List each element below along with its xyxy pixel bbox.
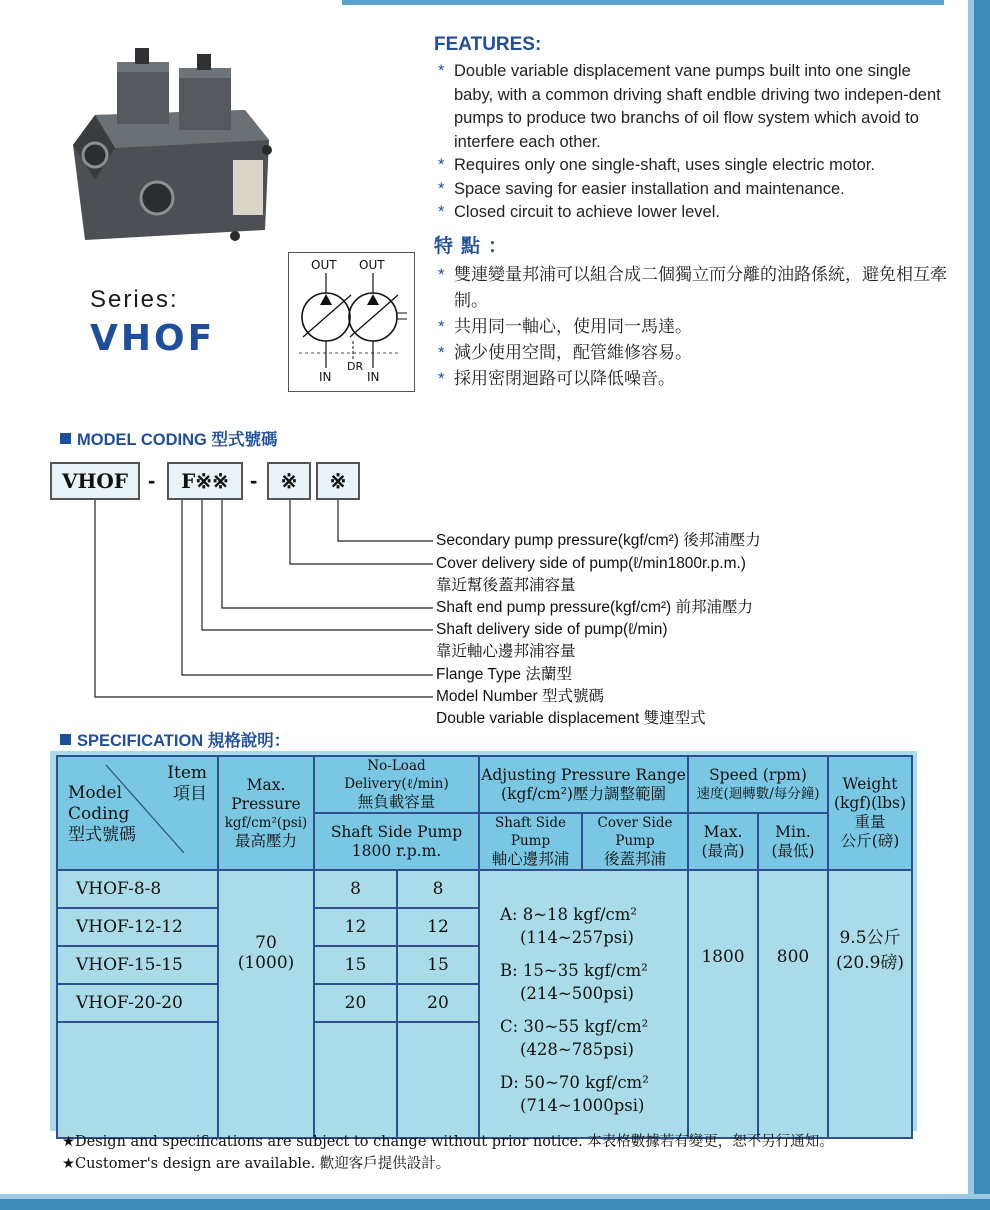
symbol-dr: DR — [347, 360, 364, 373]
table-row — [57, 870, 912, 908]
range-b: B: 15~35 kgf/cm² (214~500psi) — [500, 961, 648, 1003]
delivery-shaft-cell: 12 — [314, 908, 397, 946]
range-c: C: 30~55 kgf/cm² (428~785psi) — [500, 1017, 649, 1059]
delivery-cover-cell: 12 — [397, 908, 479, 946]
coding-desc-shaft-delivery-cn: 靠近軸心邊邦浦容量 — [436, 643, 576, 660]
speed-max-header: Max. (最高) — [688, 813, 758, 870]
code-box-cover: ※ — [316, 462, 360, 500]
speed-max-cell: 1800 — [688, 870, 758, 1138]
range-a: A: 8~18 kgf/cm² (114~257psi) — [500, 905, 638, 947]
hydraulic-symbol — [288, 252, 415, 392]
delivery-shaft-cell: 8 — [314, 870, 397, 908]
model-cell-empty — [57, 1022, 218, 1138]
symbol-out-1: OUT — [311, 258, 337, 272]
max-pressure-header: Max. Pressure kgf/cm²(psi) 最高壓力 — [218, 756, 314, 870]
coding-desc-flange: Flange Type 法蘭型 — [436, 666, 572, 683]
series-label: Series: — [90, 286, 179, 313]
coding-desc-shaft-pressure: Shaft end pump pressure(kgf/cm²) 前邦浦壓力 — [436, 599, 753, 616]
symbol-in-1: IN — [319, 370, 332, 384]
adj-cover-header: Cover Side Pump 後蓋邦浦 — [582, 813, 688, 870]
feature-cn-item: * 共用同一軸心，使用同一馬達。 — [438, 316, 692, 336]
range-d: D: 50~70 kgf/cm² (714~1000psi) — [500, 1073, 649, 1115]
weight-cell: 9.5公斤 (20.9磅) — [828, 870, 912, 1138]
item-header: Item — [167, 763, 207, 783]
series-name: VHOF — [90, 318, 216, 359]
footnote-customer-design: ★Customer's design are available. 歡迎客戶提供設計。 — [62, 1156, 451, 1172]
code-dash: - — [250, 468, 258, 493]
coding-desc-secondary-pressure: Secondary pump pressure(kgf/cm²) 後邦浦壓力 — [436, 532, 761, 549]
footnotes — [62, 1131, 834, 1175]
features-title: FEATURES: — [434, 34, 542, 55]
symbol-in-2: IN — [367, 370, 380, 384]
feature-item: * Requires only one single-shaft, uses single electric motor. — [438, 156, 875, 174]
model-header: Model — [68, 783, 123, 803]
delivery-cover-cell-empty — [397, 1022, 479, 1138]
delivery-shaft-cell-empty — [314, 1022, 397, 1138]
model-cell: VHOF-12-12 — [57, 908, 218, 946]
shaft-side-pump-header: Shaft Side Pump 1800 r.p.m. — [314, 813, 479, 870]
bottom-border-band — [0, 1194, 990, 1210]
model-cell: VHOF-15-15 — [57, 946, 218, 984]
adjust-range-header: Adjusting Pressure Range (kgf/cm²)壓力調整範圍 — [479, 756, 688, 813]
delivery-shaft-cell: 20 — [314, 984, 397, 1022]
feature-item: * Closed circuit to achieve lower level. — [438, 203, 720, 221]
model-header-cn: 型式號碼 — [68, 825, 136, 845]
item-header-cn: 項目 — [173, 784, 207, 804]
coding-desc-cover-delivery-cn: 靠近幫後蓋邦浦容量 — [436, 577, 576, 594]
code-dash: - — [148, 468, 156, 493]
feature-cn-item: * 減少使用空間，配管維修容易。 — [438, 342, 692, 362]
code-box-flange: F※※ — [167, 462, 243, 500]
feature-cn-item: * 採用密閉迴路可以降低噪音。 — [438, 368, 675, 388]
speed-min-header: Min. (最低) — [758, 813, 828, 870]
right-border-band — [968, 0, 990, 1210]
model-coding-header — [57, 756, 218, 870]
coding-desc-cover-delivery: Cover delivery side of pump(ℓ/min1800r.p.m.) — [436, 555, 746, 572]
coding-desc-shaft-delivery: Shaft delivery side of pump(ℓ/min) — [436, 621, 668, 638]
delivery-header: No-Load Delivery(ℓ/min) 無負載容量 — [314, 756, 479, 813]
adjust-range-cell — [479, 870, 688, 1138]
features-cn-title: 特點： — [434, 235, 516, 257]
footnote-design-change: ★Design and specifications are subject to change without prior notice. 本表格數據若有變更，恕不另行通知。 — [62, 1134, 834, 1150]
weight-header: Weight (kgf)(lbs) 重量 公斤(磅) — [828, 756, 912, 870]
specification-table-wrap — [50, 751, 917, 1131]
model-cell: VHOF-8-8 — [57, 870, 218, 908]
symbol-out-2: OUT — [359, 258, 385, 272]
feature-cn-item: * 雙連變量邦浦可以組合成二個獨立而分離的油路係統，避免相互牽制。 — [438, 264, 947, 310]
code-box-shaft: ※ — [267, 462, 311, 500]
coding-desc-model-number: Model Number 型式號碼 — [436, 688, 604, 705]
delivery-cover-cell: 8 — [397, 870, 479, 908]
delivery-shaft-cell: 15 — [314, 946, 397, 984]
coding-desc-double: Double variable displacement 雙連型式 — [436, 710, 706, 727]
features-section — [434, 34, 954, 392]
max-pressure-cell: 70 (1000) — [218, 870, 314, 1138]
code-box-model: VHOF — [50, 462, 140, 500]
feature-item: * Double variable displacement vane pumps built into one single baby, with a common driving shaft endble driving two indepen-dent pumps to produce two branchs of oil flow system which avoid to interfere each other. — [438, 62, 941, 151]
specification-title: SPECIFICATION 規格說明： — [60, 727, 290, 751]
top-decor-strip — [342, 0, 944, 5]
adj-shaft-header: Shaft Side Pump 軸心邊邦浦 — [479, 813, 582, 870]
pump-product-photo — [55, 40, 285, 250]
speed-header: Speed (rpm) 速度(迴轉數/每分鐘) — [688, 756, 828, 813]
model-coding-title: MODEL CODING 型式號碼 — [60, 426, 277, 450]
coding-header: Coding — [68, 804, 130, 824]
specification-table — [56, 755, 913, 1139]
speed-min-cell: 800 — [758, 870, 828, 1138]
delivery-cover-cell: 20 — [397, 984, 479, 1022]
feature-item: * Space saving for easier installation and maintenance. — [438, 179, 845, 198]
delivery-cover-cell: 15 — [397, 946, 479, 984]
model-cell: VHOF-20-20 — [57, 984, 218, 1022]
